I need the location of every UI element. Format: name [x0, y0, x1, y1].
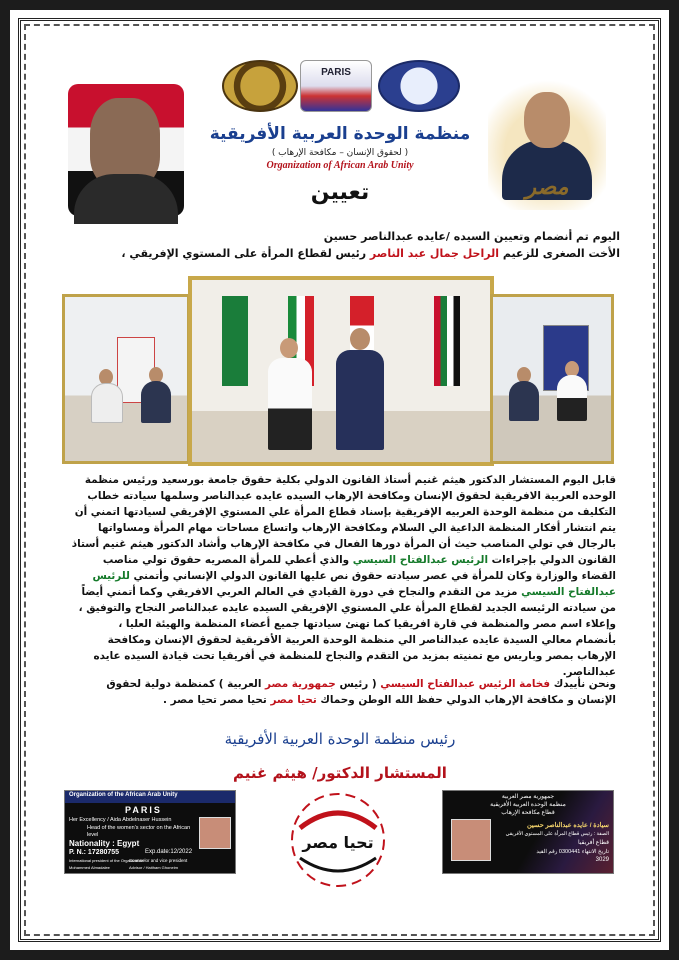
id-card-arabic [442, 790, 614, 874]
eagle-logo-icon [222, 60, 298, 112]
sisi-portrait [488, 78, 606, 210]
body-text: مزيد من التقدم والنجاح في دورة القيادي في العالم العربي الافريقي وكما أتمني أيضاً من سيادته الرئيسه الجديد لقطاع المرأة علي المستوي الإفريقي السيده عايده عبدالناصر النجاح والتوفيق ، [78, 586, 616, 614]
body-paragraph-3: بأنضمام معالي السيدة عايده عبدالناصر الي منظمة الوحدة العربية الأفريقية لحقوق الإنسان ومكافحة الإرهاب بمصر وباريس مع تمنيته بمزيد من التقدم والنجاح للمنظمة في أفريقيا تحت قيادة السيده عايده عبدالناصر. [93, 634, 616, 678]
intro-paragraph [100, 228, 620, 262]
org-name-arabic: منظمة الوحدة العربية الأفريقية [209, 124, 471, 144]
card-line: جمهورية مصر العربية [501, 794, 555, 800]
body-highlight: للرئيس عبدالفتاح السيسي [92, 570, 616, 598]
intro-text: الأخت الصغرى للزعيم [502, 247, 620, 260]
card-photo [451, 819, 491, 861]
body-text: والذي أعطي للمرأة المصريه حقوق تولي مناصب القضاء والوزارة وكان للمرأة في عصر سيادته حقوق نص عليها القانون الدولي الإنساني وأتمني [102, 554, 616, 582]
card-president: International president of the Organization [69, 858, 144, 863]
person-icon [141, 381, 171, 423]
closing-highlight: جمهورية مصر [265, 678, 336, 690]
photo-main [188, 276, 494, 466]
card-line: منظمة الوحدة العربية الأفريقية [490, 802, 566, 808]
person-head-icon [280, 338, 298, 358]
card-name: Her Excellency / Aida Abdelnaser Hussein [69, 817, 172, 823]
person-icon [91, 383, 123, 423]
org-name-english: Organization of African Arab Unity [266, 160, 414, 171]
person-icon [268, 358, 312, 450]
nasser-portrait [68, 84, 184, 216]
card-paris: PARIS [125, 805, 162, 815]
signature-name: المستشار الدكتور/ هيثم غنيم [233, 764, 447, 782]
flag-icon [222, 296, 248, 386]
body-text: قابل اليوم المستشار الدكتور هيثم غنيم أستاذ القانون الدولي بكلية حقوق جامعة بورسعيد ورئيس منظمة الوحده العربية الافريقية لحقوق الإنسان ومكافحة الإرهاب السيده عايده عبدالناصر وسلمها سيادته خطاب التكليف من منظمة الوحدة العربيه الإفريقية بإسناد قطاع المرأة علي المستوي الإفريقي لسيادتها اتمني أن يتم انتشار أفكار المنظمة الداعية الي السلام ومكافحة الإرهاب واتساع مساحات مهام المرأة ومساواتها بالرجال في تولي المناصب حيث أن المرأة دورها الفعال في مكافحة الإرهاب وأشاد الدكتور هيثم غنيم أستاذ القانون الدولي بإجراءات [71, 474, 616, 566]
closing-highlight: فخامة الرئيس عبدالفتاح السيسي [380, 678, 551, 690]
card-counselor-name: Advisor / Haitham Ghoneim [129, 865, 178, 870]
page-title: تعيين [310, 180, 370, 205]
person-icon [557, 375, 587, 421]
card-role: Head of the women's sector on the African level [87, 825, 191, 838]
intro-text: رئيس لقطاع المرأة على المستوي الإفريقي ، [121, 247, 367, 260]
card-counselor: Counselor and vice president [129, 858, 188, 863]
closing-text: العربية ) كمنظمة دولية لحقوق الإنسان و مكافحة الإرهاب الدولي حفظ الله الوطن وحماك [106, 678, 616, 706]
card-line: سيادة / عايده عبدالناصر حسين [526, 822, 609, 829]
card-line: تاريخ الانتهاء 0300441 رقم القيد [536, 849, 609, 855]
card-org: Organization of the African Arab Unity [69, 792, 178, 798]
person-head-icon [350, 328, 370, 350]
card-pn: P. N.: 17280755 [69, 849, 120, 856]
emblem-text: تحيا مصر [302, 833, 374, 852]
closing-text: ونحن نأييدك [553, 678, 616, 690]
person-icon [509, 381, 539, 421]
portrait-suit-icon [74, 174, 178, 224]
photo-right [490, 294, 614, 464]
card-line: قطاع أفريقيا [577, 840, 609, 846]
card-president-name: Mohammed Almadalee [69, 865, 110, 870]
closing-text: ( رئيس [339, 678, 377, 690]
photo-left [62, 294, 190, 464]
tahya-misr-emblem-icon [282, 788, 394, 892]
body-paragraph-2: وإعلاء اسم مصر والمنظمة في قارة افريقيا كما تهنئ سيادتها جميع أعضاء المنظمة والهيئة العليا ، [118, 618, 616, 630]
body-paragraph [66, 472, 616, 680]
intro-line-1: اليوم تم أنضمام وتعيين السيده /عايده عبدالناصر حسين [323, 230, 620, 243]
portrait-face-icon [524, 92, 570, 148]
body-paragraph-1 [66, 472, 616, 616]
closing-paragraph [66, 676, 616, 708]
card-line: قطاع مكافحة الإرهاب [501, 810, 555, 816]
id-card-english [64, 790, 236, 874]
card-expiry: Exp.date:12/2022 [145, 849, 193, 855]
card-line: الصفة : رئيس قطاع المرأة على المستوي الأفريقي [505, 831, 609, 837]
card-nationality: Nationality : Egypt [69, 839, 140, 848]
closing-text: تحيا مصر تحيا مصر . [163, 694, 267, 706]
intro-line-2 [100, 245, 620, 262]
flag-icon [434, 296, 460, 386]
sisi-caption: مصر [525, 174, 569, 200]
paris-logo-icon [300, 60, 372, 112]
person-icon [336, 350, 384, 450]
card-line: 3029 [595, 857, 609, 863]
president-label: رئيس منظمة الوحدة العربية الأفريقية [224, 730, 456, 748]
organization-seal-icon [378, 60, 460, 112]
intro-highlight: الراحل جمال عبد الناصر [369, 247, 499, 260]
paris-logo-text: PARIS [321, 67, 351, 78]
org-subtitle: ( لحقوق الإنسان – مكافحة الإرهاب ) [271, 148, 409, 158]
closing-highlight: تحيا مصر [270, 694, 317, 706]
body-highlight: الرئيس عبدالفتاح السيسي [352, 554, 489, 566]
